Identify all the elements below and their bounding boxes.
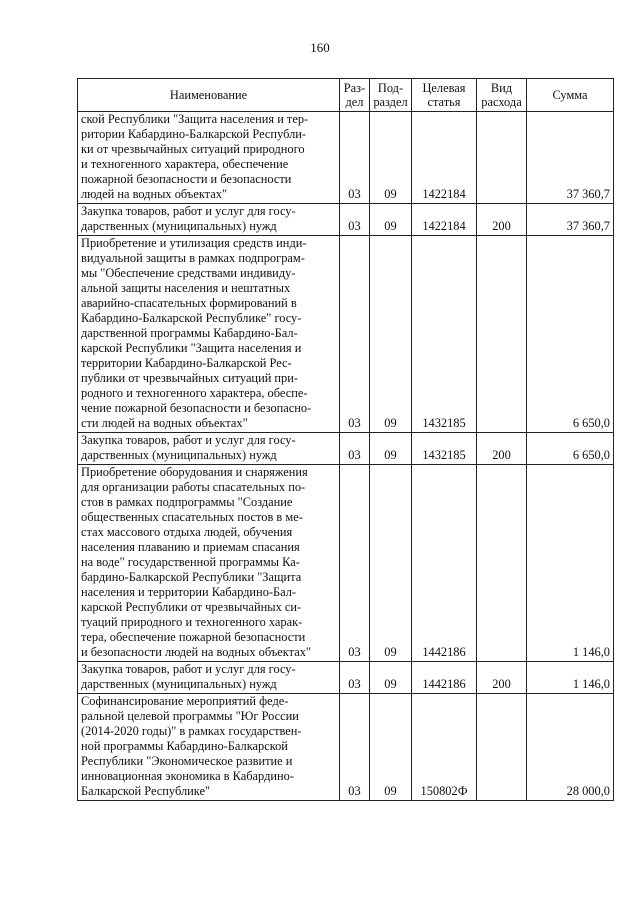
row-target-article: 1442186: [412, 465, 477, 662]
table-row: [78, 112, 614, 204]
row-target-article: 150802Ф: [412, 694, 477, 801]
row-target-article: 1432185: [412, 433, 477, 465]
header-name: Наименование: [78, 79, 340, 112]
row-name: Закупка товаров, работ и услуг для госу- дарственных (муниципальных) нужд: [78, 433, 340, 465]
row-subsection: 09: [370, 694, 412, 801]
row-subsection: 09: [370, 112, 412, 204]
row-subsection: 09: [370, 465, 412, 662]
header-target-article: Целевая статья: [412, 79, 477, 112]
row-name: Закупка товаров, работ и услуг для госу- дарственных (муниципальных) нужд: [78, 204, 340, 236]
row-subsection: 09: [370, 204, 412, 236]
table-row: [78, 204, 614, 236]
row-name: Приобретение оборудования и снаряжения для организации работы спасательных по- стов в рамках подпрограммы "Создание общественных спасательных постов в ме- стах массового отдыха людей, обучения населения плаванию и приемам спасания на воде" государственной программы Ка- бардино-Балкарской Республики "Защита населения и территории Кабардино-Бал- карской Республики от чрезвычайных си- туаций природного и техногенного харак- тера, обеспечение пожарной безопасности и безопасности людей на водных объектах": [78, 465, 340, 662]
header-subsection: Под- раздел: [370, 79, 412, 112]
table-row: [78, 465, 614, 662]
row-target-article: 1442186: [412, 662, 477, 694]
header-section: Раз- дел: [340, 79, 370, 112]
header-expense-type: Вид расхода: [477, 79, 527, 112]
row-sum: 1 146,0: [527, 465, 614, 662]
row-subsection: 09: [370, 433, 412, 465]
row-expense-type: [477, 236, 527, 433]
row-expense-type: 200: [477, 433, 527, 465]
budget-table: [77, 78, 614, 801]
row-section: 03: [340, 694, 370, 801]
row-section: 03: [340, 112, 370, 204]
page-number: 160: [310, 40, 330, 55]
row-target-article: 1422184: [412, 112, 477, 204]
row-expense-type: [477, 112, 527, 204]
row-section: 03: [340, 236, 370, 433]
row-sum: 37 360,7: [527, 204, 614, 236]
row-name: Приобретение и утилизация средств инди- видуальной защиты в рамках подпрограм- мы "Обеспечение средствами индивиду- альной защиты населения и нештатных аварийно-спасательных формирований в Кабардино-Балкарской Республике" госу- дарственной программы Кабардино-Бал- карской Республики "Защита населения и территории Кабардино-Балкарской Рес- публики от чрезвычайных ситуаций при- родного и техногенного характера, обеспе- чение пожарной безопасности и безопасно- сти людей на водных объектах": [78, 236, 340, 433]
row-target-article: 1432185: [412, 236, 477, 433]
row-section: 03: [340, 465, 370, 662]
table-row: [78, 236, 614, 433]
row-sum: 1 146,0: [527, 662, 614, 694]
header-sum: Сумма: [527, 79, 614, 112]
row-sum: 28 000,0: [527, 694, 614, 801]
row-sum: 6 650,0: [527, 433, 614, 465]
row-subsection: 09: [370, 662, 412, 694]
row-name: ской Республики "Защита населения и тер- ритории Кабардино-Балкарской Республи- ки от чрезвычайных ситуаций природного и техногенного характера, обеспечение пожарной безопасности и безопасности людей на водных объектах": [78, 112, 340, 204]
table-row: [78, 694, 614, 801]
table-header-row: [78, 79, 614, 112]
row-expense-type: 200: [477, 662, 527, 694]
row-target-article: 1422184: [412, 204, 477, 236]
row-expense-type: 200: [477, 204, 527, 236]
row-expense-type: [477, 465, 527, 662]
table-row: [78, 433, 614, 465]
row-section: 03: [340, 433, 370, 465]
row-subsection: 09: [370, 236, 412, 433]
row-sum: 37 360,7: [527, 112, 614, 204]
row-name: Закупка товаров, работ и услуг для госу- дарственных (муниципальных) нужд: [78, 662, 340, 694]
table-row: [78, 662, 614, 694]
row-name: Софинансирование мероприятий феде- ральной целевой программы "Юг России (2014-2020 годы)" в рамках государствен- ной программы Кабардино-Балкарской Республики "Экономическое развитие и инновационная экономика в Кабардино- Балкарской Республике": [78, 694, 340, 801]
row-expense-type: [477, 694, 527, 801]
row-section: 03: [340, 662, 370, 694]
row-sum: 6 650,0: [527, 236, 614, 433]
row-section: 03: [340, 204, 370, 236]
